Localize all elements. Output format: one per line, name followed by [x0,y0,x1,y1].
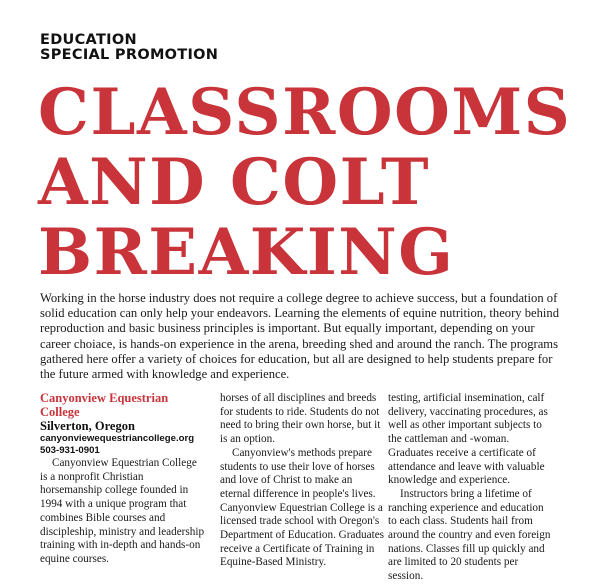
intro-paragraph: Working in the horse industry does not require a college degree to achieve success, but a foundation of solid education can only help your endeavors. Learning the elements of equine nutrition, theory behind reproduction and basic business principles is important. But equally important, depending on your career choiace, is hands-on experience in the arena, breeding shed and around the ranch. The programs gathered here offer a variety of choices for education, but all are designed to help students prepare for the future armed with knowledge and experience. [40,291,559,382]
school-website-link[interactable]: canyonviewequestriancollege.org [40,433,195,444]
headline-line-3: BREAKING [38,215,455,290]
column-2 [220,392,385,570]
column-1-paragraph-1: Canyonview Equestrian College is a nonprofit Christian horsemanship college founded in 1994 with a unique program that combines Bible courses and discipleship, ministry and leadership training with in-depth and hands-on equine courses. [40,457,205,565]
section-kicker [40,33,218,63]
column-3-paragraph-2: Instructors bring a lifetime of ranching experience and education to each class. Students hail from around the country and even foreign nations. Classes fill up quickly and are limited to 20 students per session. [388,487,551,583]
headline [38,75,572,290]
headline-line-2: AND COLT [38,145,431,220]
column-1 [40,391,205,567]
headline-line-1: CLASSROOMS [38,75,572,150]
school-phone: 503-931-0901 [40,445,100,456]
column-3 [388,392,553,584]
column-2-paragraph-2: Canyonview's methods prepare students to use their love of horses and love of Christ to make an eternal difference in people's lives. Canyonview Equestrian College is a licensed trade school with Oregon's Department of Education. Graduates receive a Certificate of Training in Equine-Based Ministry. [220,446,385,569]
column-2-paragraph-1: horses of all disciplines and breeds for students to ride. Students do not need to bring their own horse, but it is an option. [220,392,381,446]
school-name: Canyonview Equestrian College [40,391,169,419]
column-3-paragraph-1: testing, artificial insemination, calf delivery, vaccinating procedures, as well as other important subjects to the cattleman and -woman. Graduates receive a certificate of attendance and leave with valuable knowledge and experience. [388,392,548,487]
kicker-line-special-promotion: SPECIAL PROMOTION [40,47,219,63]
school-location: Silverton, Oregon [40,419,135,433]
article-columns [40,391,570,583]
kicker-line-education: EDUCATION [40,32,137,48]
